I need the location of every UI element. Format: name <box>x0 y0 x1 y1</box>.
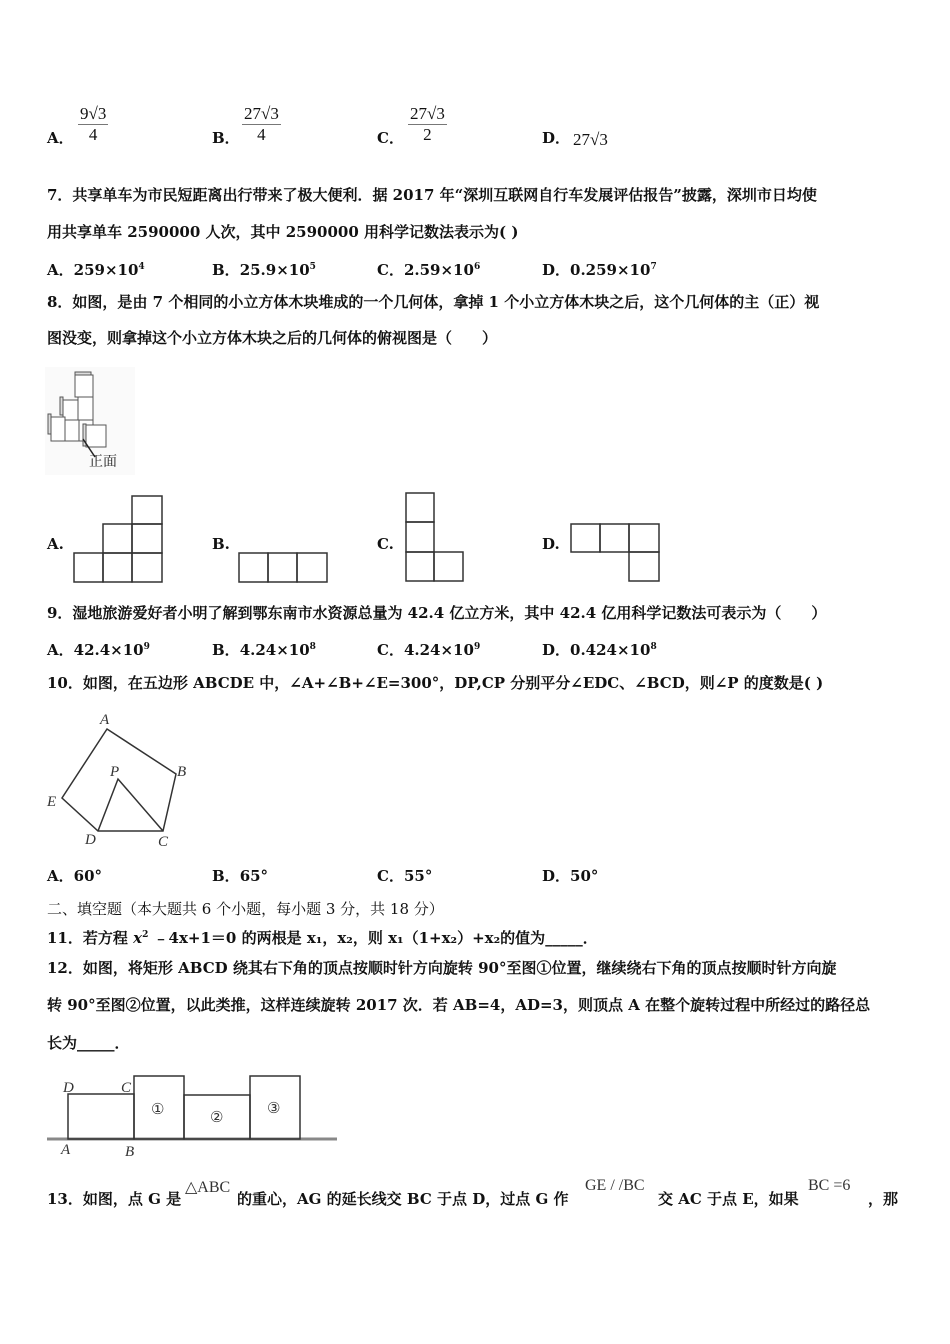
q11-exp: 2 <box>142 930 149 940</box>
q10-option-c <box>377 866 432 886</box>
exp: 9 <box>143 642 150 652</box>
exp: 9 <box>473 642 481 652</box>
pentagon-figure <box>40 700 200 860</box>
label: B． <box>212 261 240 279</box>
point-c-label: C <box>158 834 169 850</box>
point-e-label: E <box>47 794 57 810</box>
q13-bc: BC =6 <box>808 1177 851 1194</box>
shape-2-label: ② <box>210 1110 224 1126</box>
exp: 6 <box>473 262 481 272</box>
q6-option-a-fraction <box>78 104 108 145</box>
label: D． <box>542 867 571 885</box>
base: 0.259×10 <box>570 261 651 279</box>
numerator: 27√3 <box>244 104 279 123</box>
point-b-label: B <box>125 1144 135 1160</box>
front-label: 正面 <box>89 455 117 470</box>
point-d-label: D <box>85 832 96 848</box>
base: 4.24×10 <box>239 641 310 659</box>
point-b-label: B <box>177 764 187 780</box>
point-a-label: A <box>61 1142 71 1158</box>
q12-text-line3: 长为_____． <box>47 1034 130 1052</box>
label: C． <box>377 867 404 885</box>
section-heading: 二、填空题（本大题共 6 个小题，每小题 3 分，共 18 分） <box>47 900 444 918</box>
q11-prefix: 11．若方程 <box>47 929 134 947</box>
q7-text-line1: 7．共享单车为市民短距离出行带来了极大便利．据 2017 年“深圳互联网自行车发展评估报告”披露，深圳市日均使 <box>47 186 817 204</box>
base: 2.59×10 <box>403 261 474 279</box>
base: 0.424×10 <box>570 641 651 659</box>
rotation-figure <box>45 1068 340 1160</box>
label: B． <box>212 867 240 885</box>
value: 65° <box>239 867 269 885</box>
q6-option-b-label: B． <box>212 129 240 147</box>
label: C． <box>377 641 404 659</box>
value: 50° <box>570 867 599 885</box>
q10-option-b <box>212 866 268 886</box>
q8-option-b-grid <box>238 552 330 584</box>
label: D． <box>542 261 571 279</box>
q8-option-d-grid <box>570 523 662 584</box>
q9-option-a <box>47 637 150 660</box>
exp: 8 <box>309 642 316 652</box>
q11-var: x <box>133 929 143 947</box>
q6-option-d-value: 27√3 <box>573 130 608 149</box>
q8-option-c-label: C. <box>377 535 394 553</box>
q6-option-c-label: C． <box>377 129 404 147</box>
q13-part4: ，那 <box>868 1190 899 1208</box>
value: 55° <box>403 867 433 885</box>
q10-option-d <box>542 866 598 886</box>
denominator: 2 <box>423 125 432 144</box>
exp: 8 <box>650 642 657 652</box>
q8-option-a-grid <box>73 495 165 584</box>
q13-part3: 交 AC 于点 E，如果 <box>658 1190 799 1208</box>
q9-option-b <box>212 637 316 660</box>
base: 42.4×10 <box>73 641 144 659</box>
q11-text <box>47 925 598 948</box>
q11-answer-blank[interactable]: _____ <box>545 929 583 947</box>
denominator: 4 <box>257 125 266 144</box>
q12-text-line1: 12．如图，将矩形 ABCD 绕其右下角的顶点按顺时针方向旋转 90°至图①位置，继续绕右下角的顶点按顺时针方向旋 <box>47 959 837 977</box>
q8-option-d-label: D. <box>542 535 560 553</box>
label: A． <box>47 261 74 279</box>
q13-part1: 13．如图，点 G 是 <box>47 1190 182 1208</box>
q8-option-a-label: A. <box>47 535 64 553</box>
denominator: 4 <box>88 125 98 144</box>
label: A． <box>47 641 74 659</box>
q10-text-line1: 10．如图，在五边形 ABCDE 中，∠A+∠B+∠E=300°，DP,CP 分别平分∠EDC、∠BCD，则∠P 的度数是( ) <box>47 674 824 692</box>
q13-part2: 的重心，AG 的延长线交 BC 于点 D，过点 G 作 <box>237 1190 569 1208</box>
point-a-label: A <box>100 712 110 728</box>
exp: 7 <box>650 262 657 272</box>
q8-option-c-grid <box>405 492 467 584</box>
exp: 4 <box>138 262 145 272</box>
q8-text-line2: 图没变，则拿掉这个小立方体木块之后的几何体的俯视图是（ ） <box>47 329 498 347</box>
q12-text-line2: 转 90°至图②位置，以此类推，这样连续旋转 2017 次．若 AB=4，AD=3，则顶点 A 在整个旋转过程中所经过的路径总 <box>47 996 871 1014</box>
cube-stack-figure <box>45 367 135 475</box>
q9-text-line1: 9．湿地旅游爱好者小明了解到鄂东南市水资源总量为 42.4 亿立方米，其中 42.4 亿用科学记数法可表示为（ ） <box>47 604 827 622</box>
q9-option-d <box>542 637 657 660</box>
q10-option-a <box>47 866 102 886</box>
q7-option-a <box>47 257 145 280</box>
q13-parallel: GE / /BC <box>585 1177 645 1194</box>
label: A． <box>47 867 74 885</box>
q13-triangle: △ABC <box>185 1179 231 1196</box>
q8-option-b-label: B. <box>212 535 230 553</box>
q6-option-c-fraction <box>408 104 447 145</box>
label: C． <box>377 261 404 279</box>
q6-option-d-label: D． <box>542 129 571 147</box>
shape-3-label: ③ <box>267 1101 281 1117</box>
q7-text-line2: 用共享单车 2590000 人次，其中 2590000 用科学记数法表示为( ) <box>47 223 519 241</box>
value: 60° <box>73 867 103 885</box>
numerator: 27√3 <box>410 104 445 123</box>
point-c-label: C <box>121 1080 132 1096</box>
numerator: 9√3 <box>80 104 107 123</box>
q6-option-a-label: A． <box>47 129 74 147</box>
q7-option-d <box>542 257 657 280</box>
base: 259×10 <box>73 261 139 279</box>
q9-option-c <box>377 637 480 660</box>
label: D． <box>542 641 571 659</box>
q11-end: ． <box>582 929 598 947</box>
q8-text-line1: 8．如图，是由 7 个相同的小立方体木块堆成的一个几何体，拿掉 1 个小立方体木块之后，这个几何体的主（正）视 <box>47 293 820 311</box>
point-p-label: P <box>110 764 120 780</box>
point-d-label: D <box>63 1080 74 1096</box>
shape-1-label: ① <box>151 1102 165 1118</box>
q11-body: ﹣4x+1＝0 的两根是 x₁，x₂，则 x₁（1+x₂）+x₂的值为 <box>148 929 546 947</box>
q7-option-c <box>377 257 480 280</box>
q6-option-b-fraction <box>242 104 281 145</box>
label: B． <box>212 641 240 659</box>
base: 4.24×10 <box>403 641 474 659</box>
exp: 5 <box>309 262 316 272</box>
q7-option-b <box>212 257 316 280</box>
base: 25.9×10 <box>239 261 310 279</box>
